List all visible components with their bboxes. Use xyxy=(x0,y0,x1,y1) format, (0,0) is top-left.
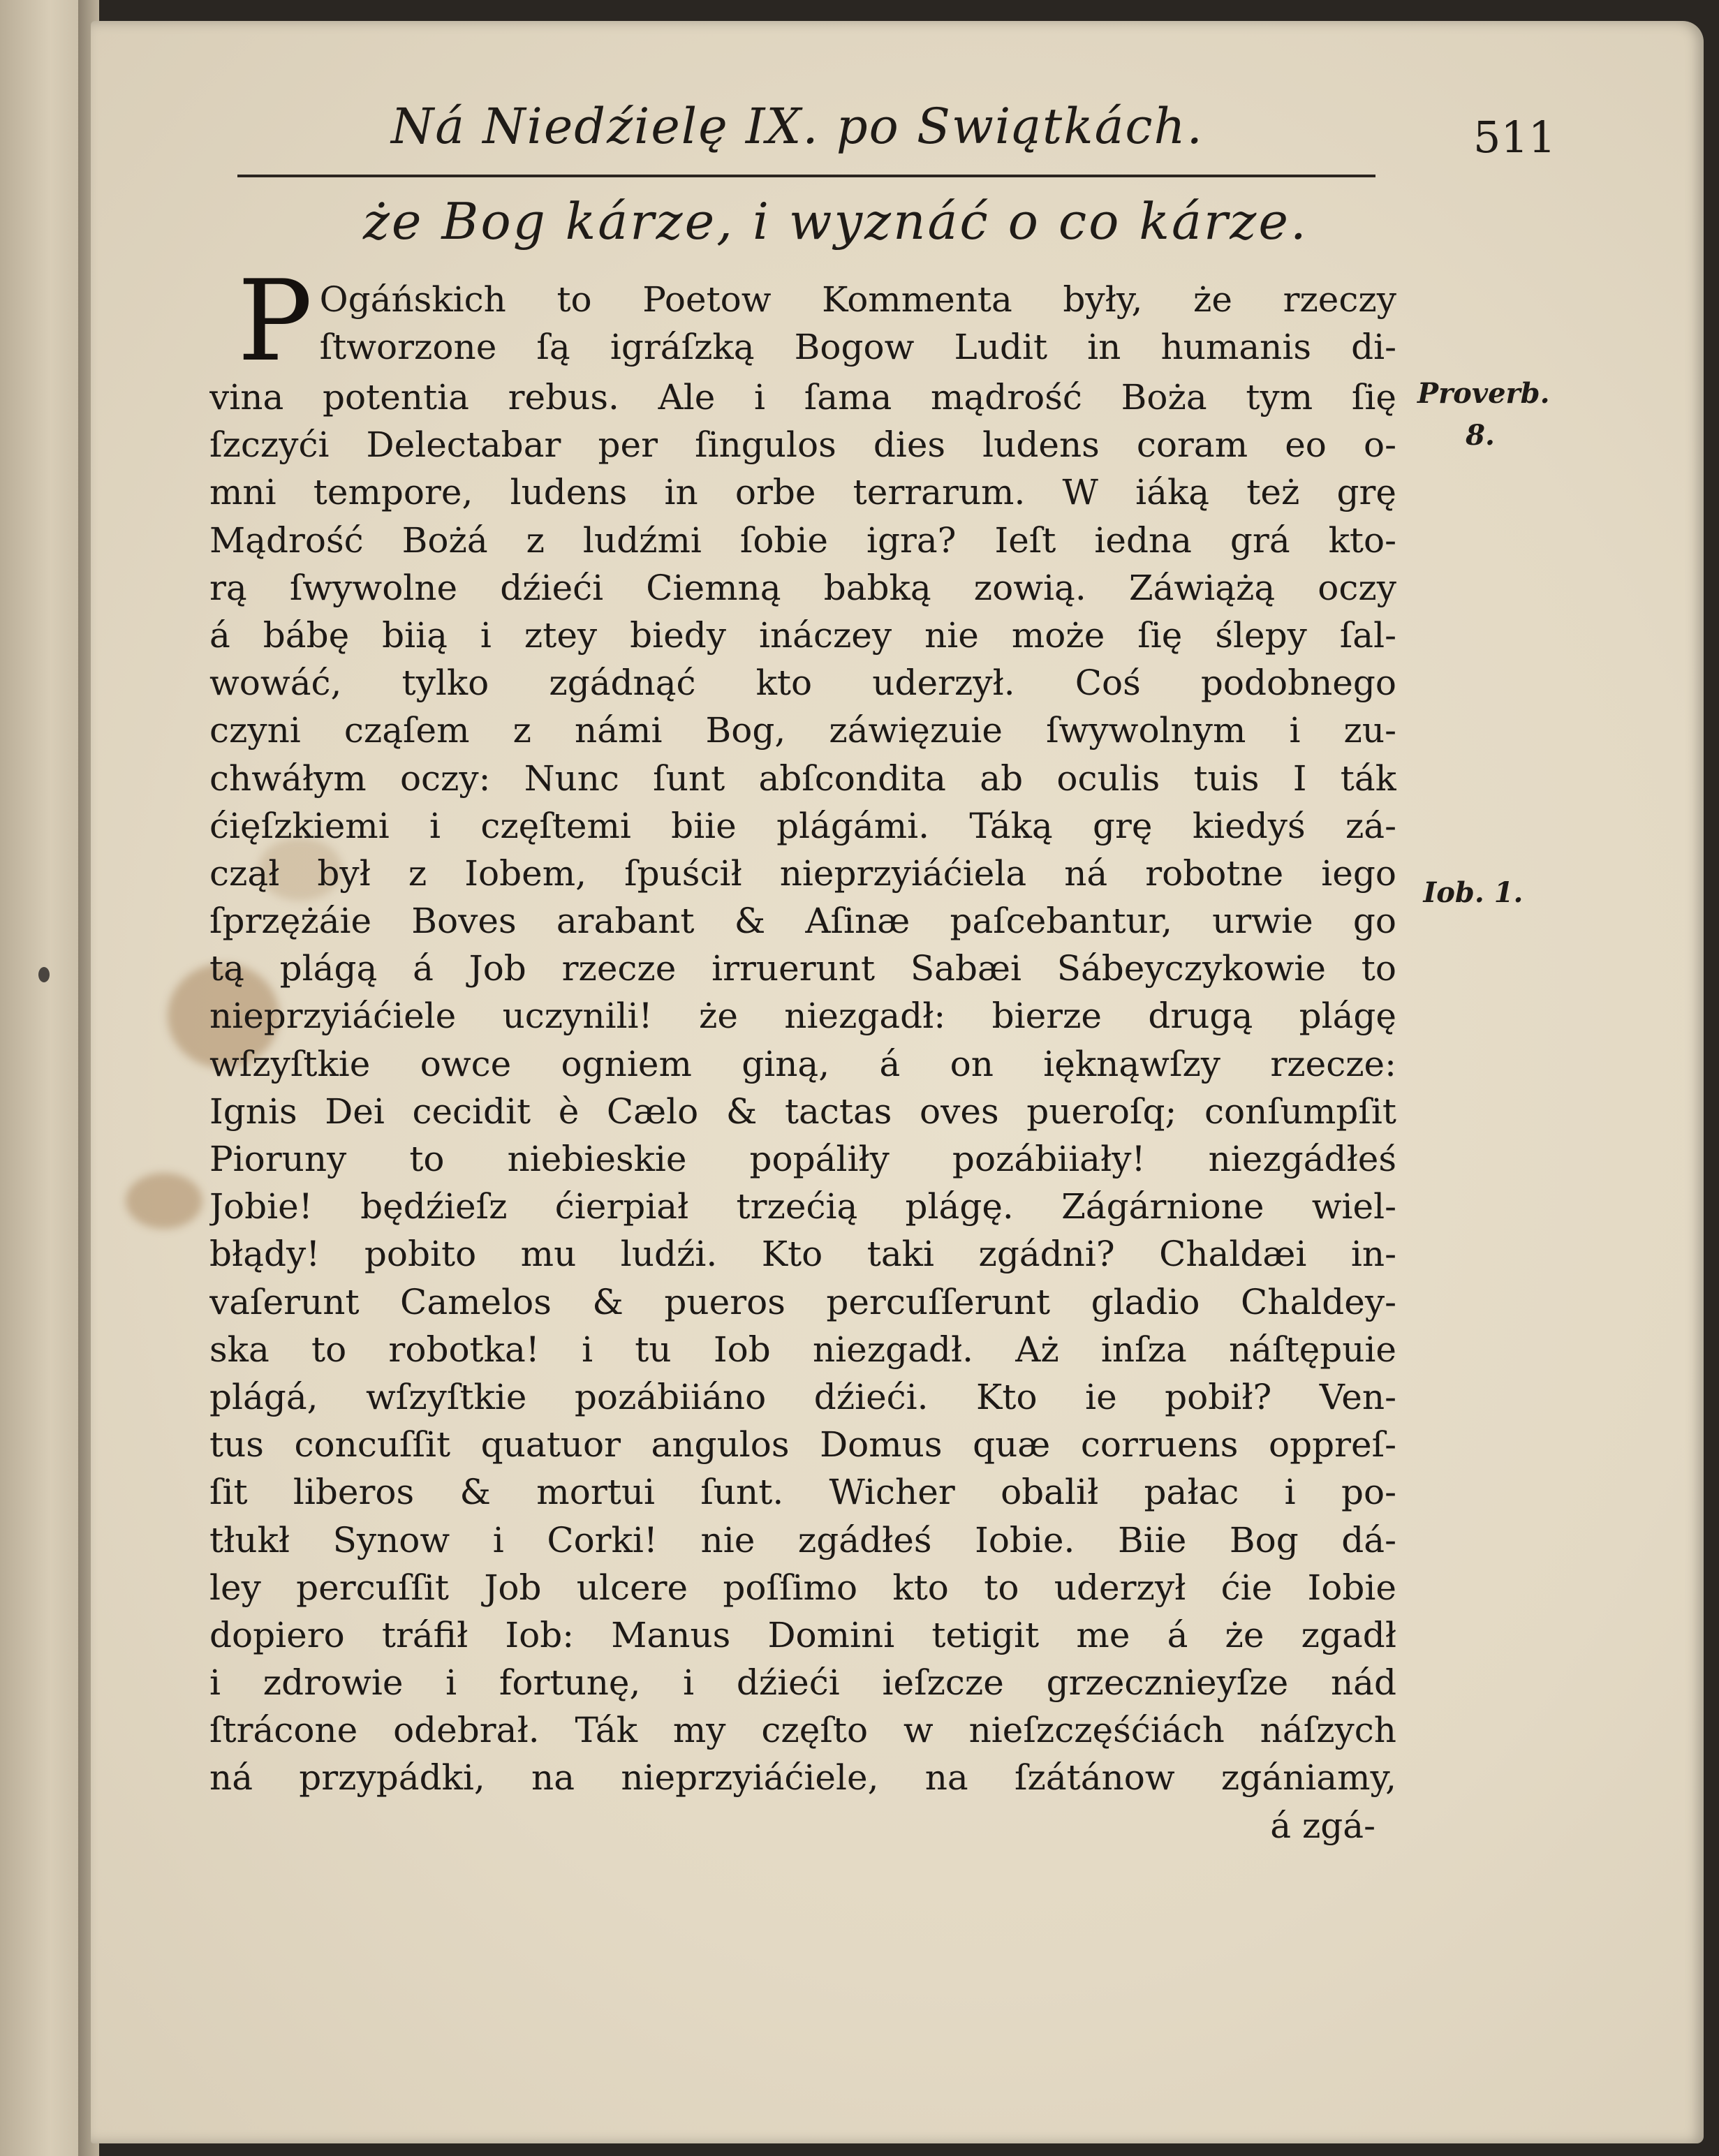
text-line: Mądrość Bożá z ludźmi ſobie igra? Ieſt iedna grá kto- xyxy=(209,519,1396,561)
text-line: wowáć, tylko zgádnąć kto uderzył. Coś podobnego xyxy=(209,663,1396,704)
text-line: ſtworzone ſą igráſzką Bogow Ludit in humanis di- xyxy=(319,327,1396,368)
text-line: Pioruny to niebieskie popáliły pozábiiały! niezgádłeś xyxy=(209,1139,1396,1179)
text-line: Ogáńskich to Poetow Kommenta były, że rzeczy xyxy=(319,279,1396,320)
text-line: ley percuſſit Job ulcere poſſimo kto to uderzył ćie Iobie xyxy=(209,1567,1396,1608)
section-heading: że Bog kárze, i wyznáć o co kárze. xyxy=(363,192,1308,251)
text-line: ná przypádki, na nieprzyiáćiele, na ſzátánow zgániamy, xyxy=(209,1757,1396,1799)
text-line: á bábę biią i ztey biedy ináczey nie może ſię ślepy ſal- xyxy=(209,614,1396,656)
text-line: mni tempore, ludens in orbe terrarum. W iáką też grę xyxy=(209,472,1396,513)
header-rule xyxy=(237,175,1375,177)
text-line: wſzyſtkie owce ogniem giną, á on ięknąwſzy rzecze: xyxy=(209,1043,1396,1084)
text-line: vaſerunt Camelos & pueros percuſſerunt gladio Chaldey- xyxy=(209,1281,1396,1322)
text-line: nieprzyiáćiele uczynili! że niezgadł: bierze drugą plágę xyxy=(209,996,1396,1037)
text-line: Ignis Dei cecidit è Cælo & tactas oves pueroſq; conſumpſit xyxy=(209,1091,1396,1132)
text-line: ſzczyći Delectabar per ſingulos dies ludens coram eo o- xyxy=(209,424,1396,466)
text-line: ſtrácone odebrał. Ták my częſto w nieſzczęśćiách náſzych xyxy=(209,1710,1396,1751)
margin-note-proverb-number: 8. xyxy=(1466,419,1495,452)
text-line: plágá, wſzyſtkie pozábiiáno dźieći. Kto ie pobił? Ven- xyxy=(209,1376,1396,1417)
binding-hole xyxy=(38,967,50,982)
text-line: vina potentia rebus. Ale i ſama mądrość Boża tym ſię xyxy=(209,377,1396,418)
drop-cap: P xyxy=(237,256,313,386)
text-line: ćięſzkiemi i częſtemi biie plágámi. Táką grę kiedyś zá- xyxy=(209,805,1396,846)
text-line: rą ſwywolne dźieći Ciemną babką zowią. Záwiążą oczy xyxy=(209,567,1396,608)
text-line: ſit liberos & mortui ſunt. Wicher obalił pałac i po- xyxy=(209,1472,1396,1513)
catchword: á zgá- xyxy=(1270,1805,1375,1846)
text-line: czyni cząſem z námi Bog, záwięzuie ſwywolnym i zu- xyxy=(209,710,1396,751)
running-head: Ná Niedźielę IX. po Swiątkách. xyxy=(391,98,1204,155)
text-line: tłukł Synow i Corki! nie zgádłeś Iobie. Biie Bog dá- xyxy=(209,1519,1396,1560)
body-text xyxy=(209,256,1396,1849)
text-line: tus concuſſit quatuor angulos Domus quæ corruens oppreſ- xyxy=(209,1424,1396,1465)
left-page-edge xyxy=(0,0,84,2156)
page-number: 511 xyxy=(1473,112,1556,163)
margin-note-job: Iob. 1. xyxy=(1423,876,1524,909)
text-line: błądy! pobito mu ludźi. Kto taki zgádni? Chaldæi in- xyxy=(209,1234,1396,1275)
margin-note-proverb: Proverb. xyxy=(1417,377,1550,410)
text-line: chwáłym oczy: Nunc ſunt abſcondita ab oculis tuis I ták xyxy=(209,758,1396,799)
text-line: czął był z Iobem, ſpuścił nieprzyiáćiela ná robotne iego xyxy=(209,852,1396,894)
text-line: tą plágą á Job rzecze irruerunt Sabæi Sábeyczykowie to xyxy=(209,948,1396,989)
ink-stain xyxy=(126,1173,202,1229)
text-line: ſprzężáie Boves arabant & Aſinæ paſcebantur, urwie go xyxy=(209,901,1396,942)
text-line: dopiero tráfił Iob: Manus Domini tetigit me á że zgadł xyxy=(209,1614,1396,1655)
text-line: i zdrowie i fortunę, i dźieći ieſzcze grzecznieyſze nád xyxy=(209,1662,1396,1704)
text-line: Jobie! będźieſz ćierpiał trzećią plágę. Zágárnione wiel- xyxy=(209,1186,1396,1227)
text-line: ska to robotka! i tu Iob niezgadł. Aż inſza náſtępuie xyxy=(209,1329,1396,1370)
